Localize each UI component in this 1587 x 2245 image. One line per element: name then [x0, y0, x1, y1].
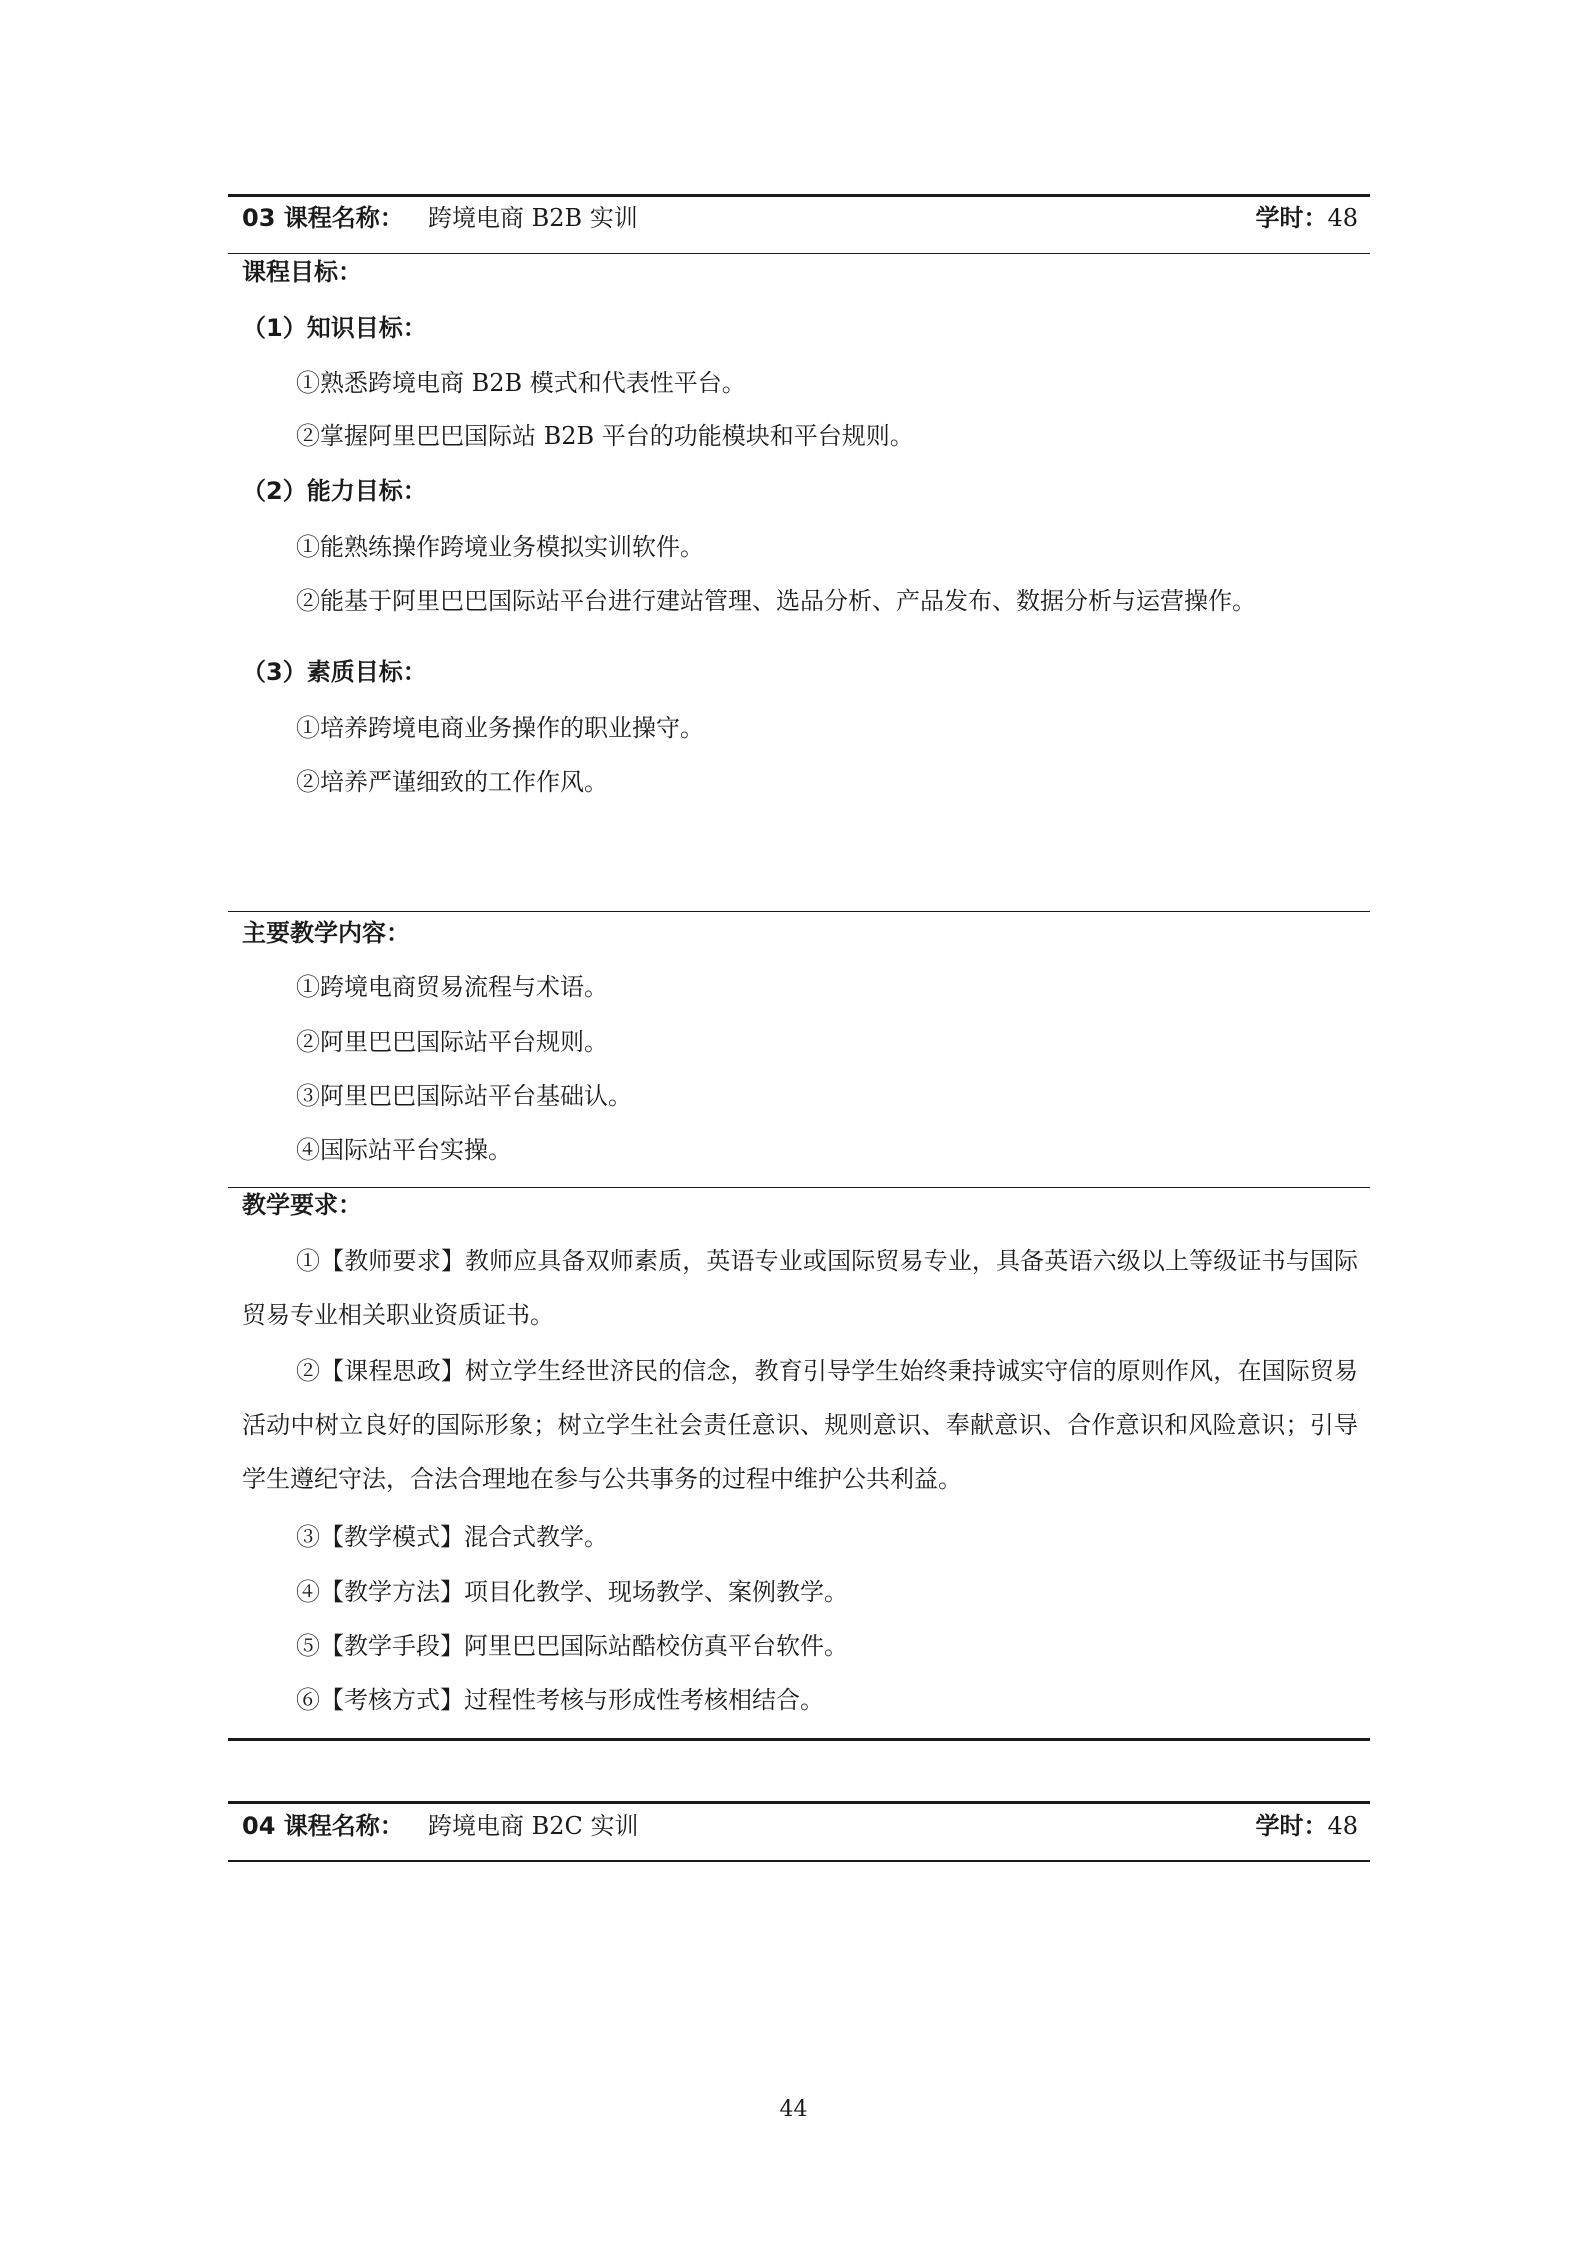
content-item-3: ③阿里巴巴国际站平台基础认。 — [296, 1082, 632, 1110]
course04-header-row — [242, 1808, 1358, 1844]
course04-hours-label: 学时： — [1255, 1812, 1328, 1840]
course04-name: 跨境电商 B2C 实训 — [428, 1812, 639, 1840]
knowledge-heading: （1）知识目标： — [242, 314, 427, 342]
course03-hours — [1255, 203, 1358, 233]
course04-hours-value: 48 — [1327, 1812, 1358, 1840]
requirements-top-rule — [228, 1187, 1370, 1188]
requirements-heading: 教学要求： — [242, 1191, 362, 1219]
quality-item-2: ②培养严谨细致的工作作风。 — [296, 768, 608, 796]
header-bottom-rule — [228, 253, 1370, 254]
content-top-rule — [228, 911, 1370, 912]
knowledge-item-2: ②掌握阿里巴巴国际站 B2B 平台的功能模块和平台规则。 — [296, 422, 914, 450]
requirement-teacher: ①【教师要求】教师应具备双师素质，英语专业或国际贸易专业，具备英语六级以上等级证书与国际贸易专业相关职业资质证书。 — [242, 1247, 1358, 1329]
course03-hours-label: 学时： — [1255, 204, 1328, 232]
requirement-ideology: ②【课程思政】树立学生经世济民的信念，教育引导学生始终秉持诚实守信的原则作风，在国际贸易活动中树立良好的国际形象；树立学生社会责任意识、规则意识、奉献意识、合作意识和风险意识；引导学生遵纪守法，合法合理地在参与公共事务的过程中维护公共利益。 — [242, 1357, 1358, 1493]
content-heading: 主要教学内容： — [242, 919, 410, 947]
course03-name: 跨境电商 B2B 实训 — [428, 204, 638, 232]
content-item-2: ②阿里巴巴国际站平台规则。 — [296, 1028, 608, 1056]
goals-heading: 课程目标： — [242, 258, 362, 286]
content-item-1: ①跨境电商贸易流程与术语。 — [296, 973, 608, 1001]
ability-heading: （2）能力目标： — [242, 477, 427, 505]
course04-label: 04 课程名称： — [242, 1812, 404, 1840]
course04-bottom-rule — [228, 1860, 1370, 1862]
content-item-4: ④国际站平台实操。 — [296, 1136, 512, 1164]
knowledge-item-1: ①熟悉跨境电商 B2B 模式和代表性平台。 — [296, 369, 746, 397]
course03-hours-value: 48 — [1327, 204, 1358, 232]
quality-heading: （3）素质目标： — [242, 658, 427, 686]
table-top-rule — [228, 194, 1370, 197]
course04-top-rule — [228, 1801, 1370, 1804]
requirement-method: ④【教学方法】项目化教学、现场教学、案例教学。 — [296, 1578, 848, 1606]
table-bottom-rule — [228, 1738, 1370, 1741]
requirement-mode: ③【教学模式】混合式教学。 — [296, 1523, 608, 1551]
requirement-assessment: ⑥【考核方式】过程性考核与形成性考核相结合。 — [296, 1686, 824, 1714]
requirement-means: ⑤【教学手段】阿里巴巴国际站酷校仿真平台软件。 — [296, 1632, 848, 1660]
ability-item-1: ①能熟练操作跨境业务模拟实训软件。 — [296, 533, 704, 561]
ability-item-2: ②能基于阿里巴巴国际站平台进行建站管理、选品分析、产品发布、数据分析与运营操作。 — [296, 587, 1256, 615]
course03-label: 03 课程名称： — [242, 204, 404, 232]
course04-hours — [1255, 1811, 1358, 1841]
course03-header-row — [242, 200, 1358, 236]
quality-item-1: ①培养跨境电商业务操作的职业操守。 — [296, 714, 704, 742]
page-number: 44 — [779, 2097, 808, 2122]
